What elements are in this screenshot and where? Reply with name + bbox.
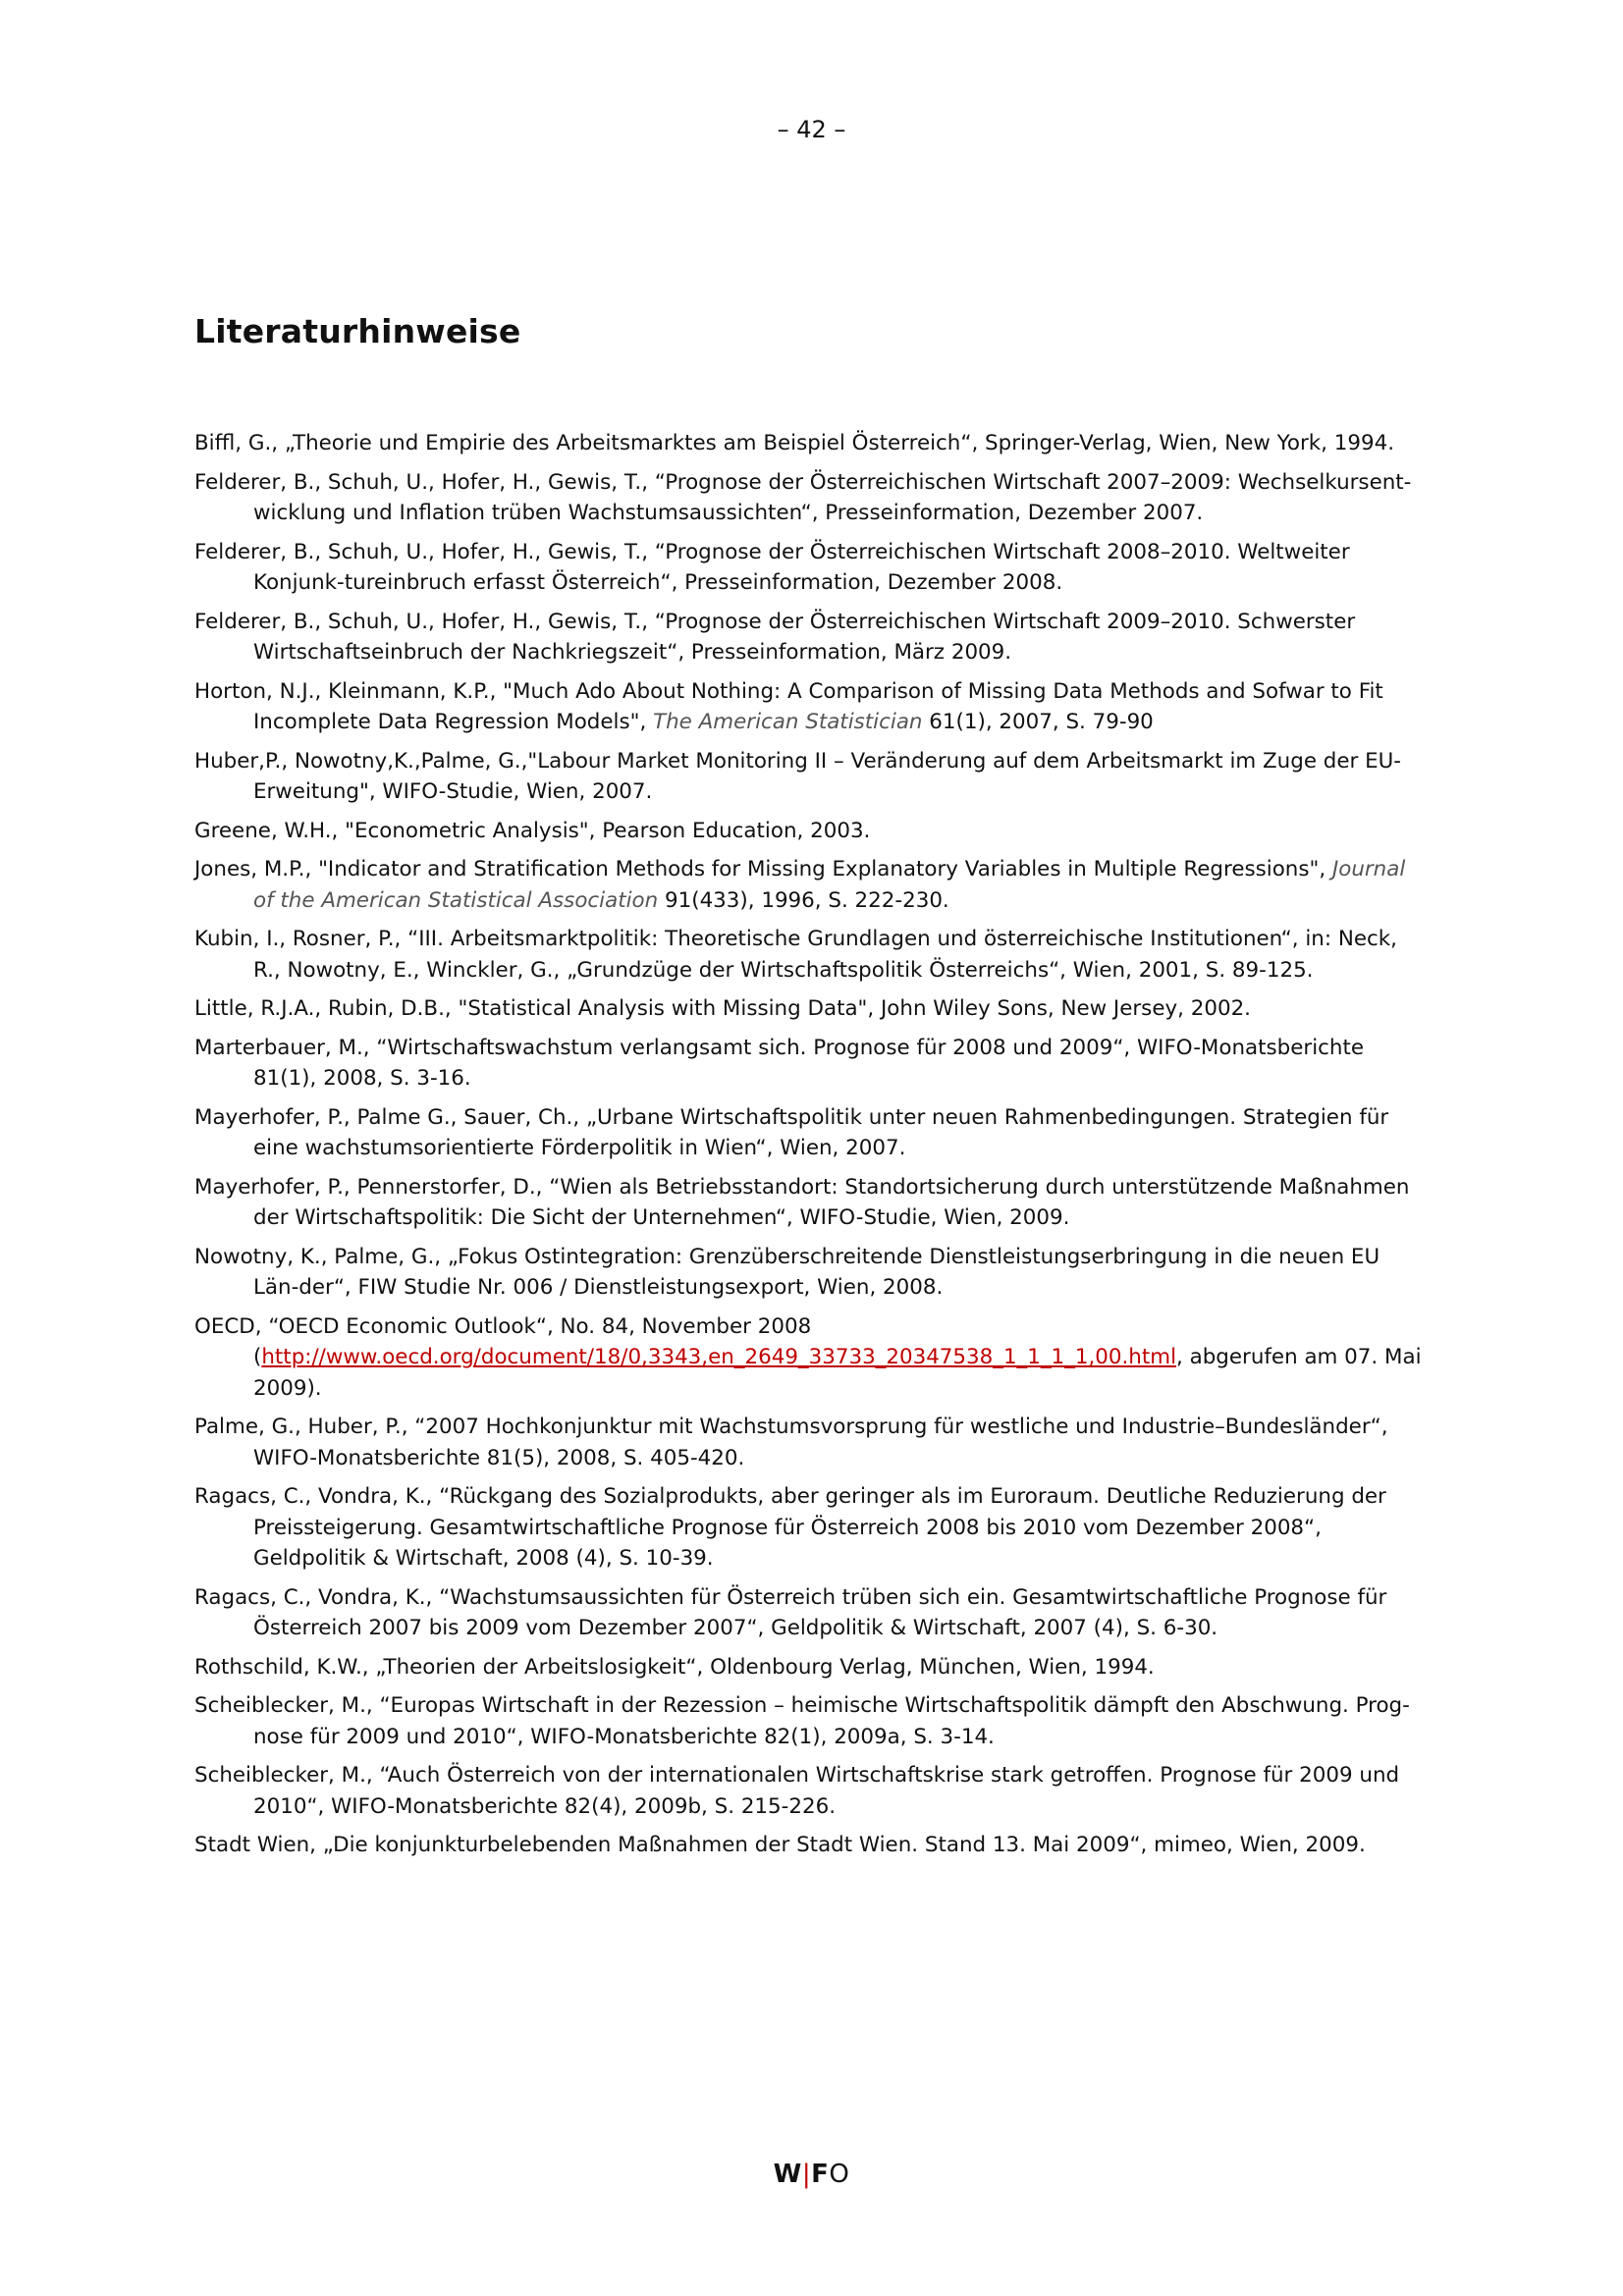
reference-item: Palme, G., Huber, P., “2007 Hochkonjunktur mit Wachstumsvorsprung für westliche und Industrie–Bundesländer“, WIFO-Monatsberichte 81(5), 2008, S. 405-420.: [194, 1415, 1388, 1470]
wifo-logo: W|FO: [773, 2160, 850, 2189]
reference-item: Nowotny, K., Palme, G., „Fokus Ostintegration: Grenzüberschreitende Dienstleistungserbringung in die neuen EU Län-der“, FIW Studie Nr. 006 / Dienstleistungsexport, Wien, 2008.: [194, 1244, 1380, 1300]
reference-item: Mayerhofer, P., Palme G., Sauer, Ch., „Urbane Wirtschaftspolitik unter neuen Rahmenbedingungen. Strategien für eine wachstumsorientierte Förderpolitik in Wien“, Wien, 2007.: [194, 1104, 1389, 1160]
reference-item: Kubin, I., Rosner, P., “III. Arbeitsmarktpolitik: Theoretische Grundlagen und österreichische Institutionen“, in: Neck, R., Nowotny, E., Winckler, G., „Grundzüge der Wirtschaftspolitik Österreichs“, Wien, 2001, S. 89-125.: [194, 927, 1397, 983]
section-heading: Literaturhinweise: [194, 312, 521, 350]
reference-item: Greene, W.H., "Econometric Analysis", Pearson Education, 2003.: [194, 818, 871, 843]
reference-item: Horton, N.J., Kleinmann, K.P., "Much Ado About Nothing: A Comparison of Missing Data Methods and Sofwar to Fit Incomplete Data Regression Models", The American Statistician 61(1), 2007, S. 79-90: [194, 678, 1383, 734]
reference-item: Huber,P., Nowotny,K.,Palme, G.,"Labour Market Monitoring II – Veränderung auf dem Arbeitsmarkt im Zuge der EU-Erweitung", WIFO-Studie, Wien, 2007.: [194, 748, 1401, 804]
reference-item: Felderer, B., Schuh, U., Hofer, H., Gewis, T., “Prognose der Österreichischen Wirtschaft 2008–2010. Weltweiter Konjunk-tureinbruch erfasst Österreich“, Presseinformation, Dezember 2008.: [194, 539, 1350, 595]
oecd-link[interactable]: http://www.oecd.org/document/18/0,3343,en_2649_33733_20347538_1_1_1_1,00.html: [261, 1345, 1177, 1369]
reference-item: Marterbauer, M., “Wirtschaftswachstum verlangsamt sich. Prognose für 2008 und 2009“, WIFO-Monatsberichte 81(1), 2008, S. 3-16.: [194, 1035, 1365, 1091]
page-number: – 42 –: [777, 116, 846, 143]
reference-item: Ragacs, C., Vondra, K., “Rückgang des Sozialprodukts, aber geringer als im Euroraum. Deutliche Reduzierung der Preissteigerung. Gesamtwirtschaftliche Prognose für Österreich 2008 bis 2010 vom Dezember 2008“, Geldpolitik & Wirtschaft, 2008 (4), S. 10-39.: [194, 1484, 1386, 1571]
reference-item: Ragacs, C., Vondra, K., “Wachstumsaussichten für Österreich trüben sich ein. Gesamtwirtschaftliche Prognose für Österreich 2007 bis 2009 vom Dezember 2007“, Geldpolitik & Wirtschaft, 2007 (4), S. 6-30.: [194, 1584, 1387, 1640]
reference-item: Scheiblecker, M., “Auch Österreich von der internationalen Wirtschaftskrise stark getroffen. Prognose für 2009 und 2010“, WIFO-Monatsberichte 82(4), 2009b, S. 215-226.: [194, 1763, 1400, 1819]
reference-item: Rothschild, K.W., „Theorien der Arbeitslosigkeit“, Oldenbourg Verlag, München, Wien, 1994.: [194, 1654, 1155, 1680]
journal-title: The American Statistician: [653, 710, 923, 734]
reference-list: [194, 428, 1430, 1869]
reference-item: OECD, “OECD Economic Outlook“, No. 84, November 2008 (http://www.oecd.org/document/18/0,3343,en_2649_33733_20347538_1_1_1_1,00.html, abgerufen am 07. Mai 2009).: [194, 1313, 1422, 1401]
reference-item: Little, R.J.A., Rubin, D.B., "Statistical Analysis with Missing Data", John Wiley Sons, New Jersey, 2002.: [194, 996, 1251, 1021]
reference-item: Mayerhofer, P., Pennerstorfer, D., “Wien als Betriebsstandort: Standortsicherung durch unterstützende Maßnahmen der Wirtschaftspolitik: Die Sicht der Unternehmen“, WIFO-Studie, Wien, 2009.: [194, 1174, 1410, 1230]
reference-item: Felderer, B., Schuh, U., Hofer, H., Gewis, T., “Prognose der Österreichischen Wirtschaft 2009–2010. Schwerster Wirtschaftseinbruch der Nachkriegszeit“, Presseinformation, März 2009.: [194, 609, 1356, 665]
reference-item: Jones, M.P., "Indicator and Stratification Methods for Missing Explanatory Variables in Multiple Regressions", Journal of the American Statistical Association 91(433), 1996, S. 222-230.: [194, 857, 1406, 913]
reference-item: Felderer, B., Schuh, U., Hofer, H., Gewis, T., “Prognose der Österreichischen Wirtschaft 2007–2009: Wechselkursent-wicklung und Inflation trüben Wachstumsaussichten“, Presseinformation, Dezember 2007.: [194, 469, 1412, 525]
reference-item: Scheiblecker, M., “Europas Wirtschaft in der Rezession – heimische Wirtschaftspolitik dämpft den Abschwung. Prog-nose für 2009 und 2010“, WIFO-Monatsberichte 82(1), 2009a, S. 3-14.: [194, 1693, 1410, 1749]
reference-item: Stadt Wien, „Die konjunkturbelebenden Maßnahmen der Stadt Wien. Stand 13. Mai 2009“, mimeo, Wien, 2009.: [194, 1833, 1366, 1857]
reference-item: Biffl, G., „Theorie und Empirie des Arbeitsmarktes am Beispiel Österreich“, Springer-Verlag, Wien, New York, 1994.: [194, 431, 1394, 455]
journal-title: Journal of the American Statistical Association: [253, 857, 1406, 913]
